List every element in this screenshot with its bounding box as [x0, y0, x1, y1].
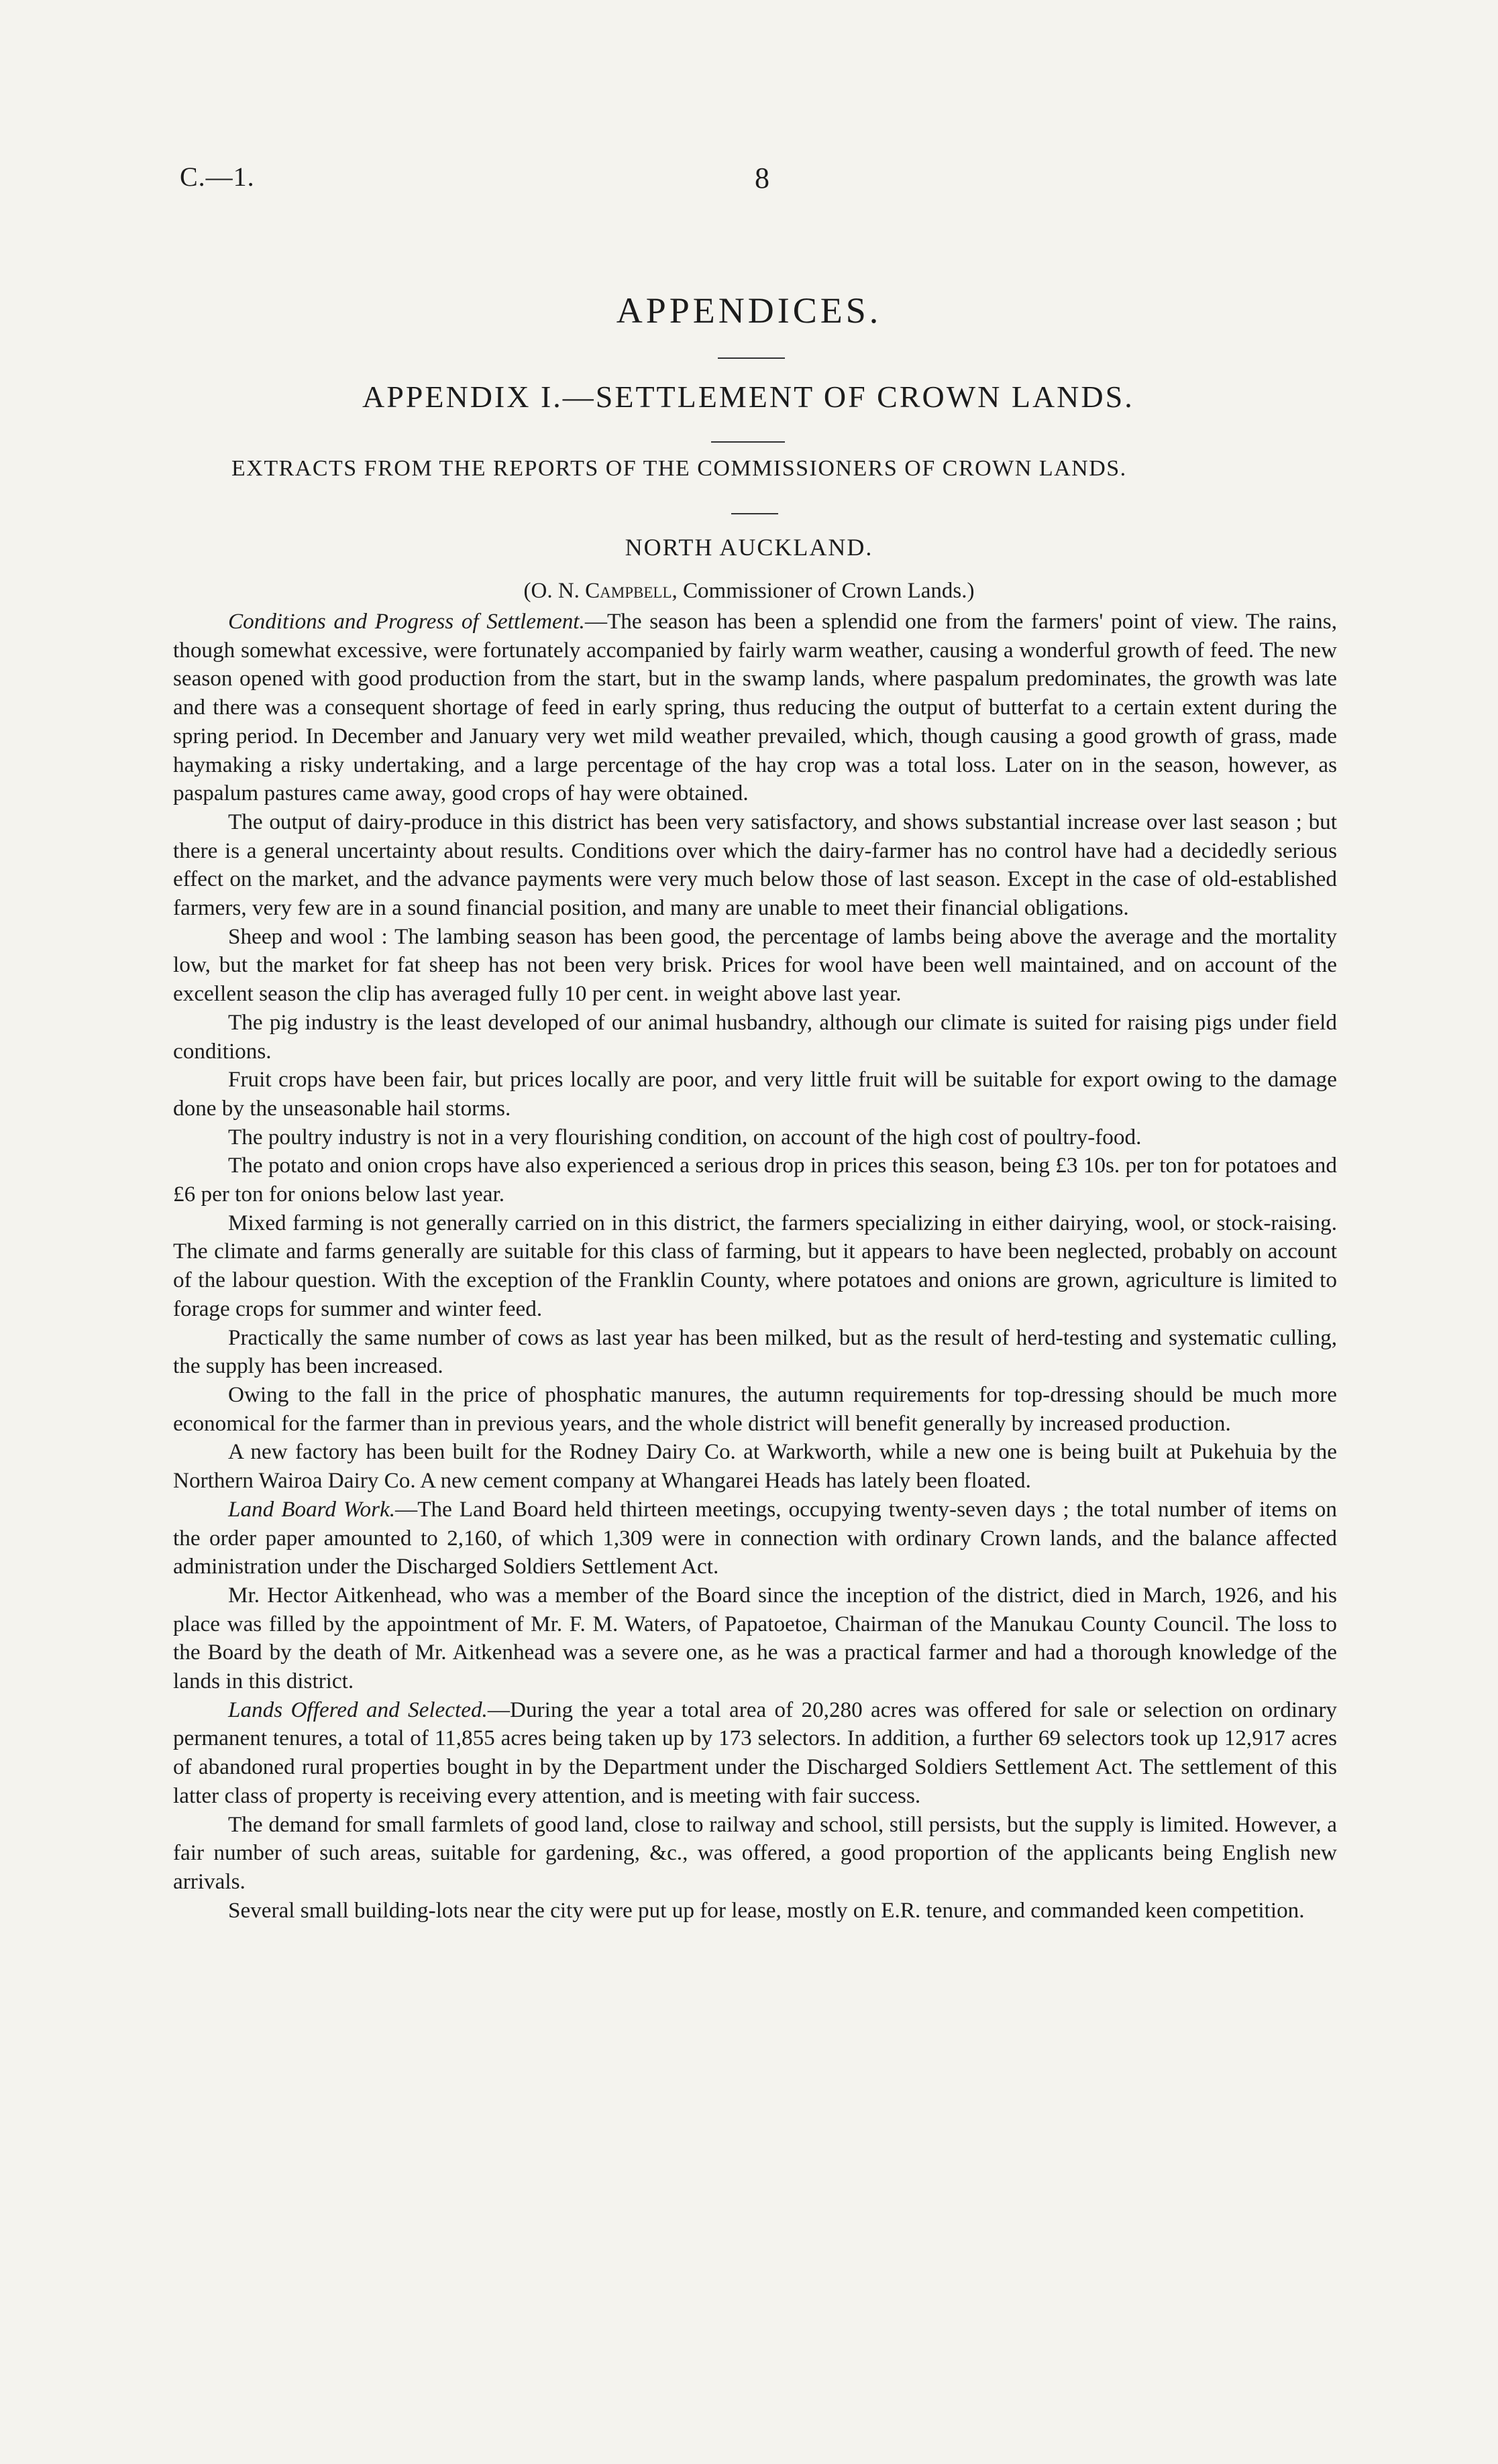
- page-number: 8: [755, 162, 769, 194]
- section-heading: Conditions and Progress of Settlement.: [228, 609, 585, 634]
- paragraph: [173, 923, 1337, 1009]
- paragraph: [173, 808, 1337, 923]
- paragraph-text: The pig industry is the least developed of our animal husbandry, although our climate is suited for raising pigs under field conditions.: [173, 1009, 1337, 1064]
- paragraph-text: Practically the same number of cows as last year has been milked, but as the result of herd-testing and systematic culling, the supply has been increased.: [173, 1325, 1337, 1379]
- paragraph-text: —During the year a total area of 20,280 acres was offered for sale or selection on ordinary permanent tenures, a total of 11,855 acres being taken up by 173 selectors. In addition, a further 69 selectors took up 12,917 acres of abandoned rural properties bought in by the Department under the Discharged Soldiers Settlement Act. The settlement of this latter class of property is receiving every attention, and is meeting with fair success.: [173, 1697, 1337, 1808]
- document-reference: C.—1.: [180, 162, 255, 192]
- paragraph-text: The potato and onion crops have also experienced a serious drop in prices this season, being £3 10s. per ton for potatoes and £6 per ton for onions below last year.: [173, 1153, 1337, 1207]
- paragraph-text: The demand for small farmlets of good land, close to railway and school, still persists, but the supply is limited. However, a fair number of such areas, suitable for gardening, &c., was offered, a good proportion of the applicants being English new arrivals.: [173, 1811, 1337, 1894]
- divider-rule: [731, 513, 778, 514]
- paragraph-text: Several small building-lots near the city were put up for lease, mostly on E.R. tenure, and commanded keen competition.: [228, 1897, 1305, 1923]
- section-heading: Land Board Work.: [228, 1496, 396, 1522]
- extracts-title: EXTRACTS FROM THE REPORTS OF THE COMMISSIONERS OF CROWN LANDS.: [231, 456, 1127, 481]
- commissioner-line: [0, 579, 1498, 604]
- paragraph-text: The poultry industry is not in a very flourishing condition, on account of the high cost of poultry-food.: [228, 1124, 1142, 1150]
- paragraph: [173, 1496, 1337, 1581]
- paragraph: [173, 1324, 1337, 1381]
- paragraph-text: The output of dairy-produce in this district has been very satisfactory, and shows substantial increase over last season ; but there is a general uncertainty about results. Conditions over which the dairy-farmer has no control have had a decidedly serious effect on the market, and the advance payments were very much below those of last season. Except in the case of old-established farmers, very few are in a sound financial position, and many are unable to meet their financial obligations.: [173, 809, 1337, 921]
- commissioner-prefix: (O. N.: [523, 579, 586, 603]
- paragraph-text: —The Land Board held thirteen meetings, occupying twenty-seven days ; the total number of items on the order paper amounted to 2,160, of which 1,309 were in connection with ordinary Crown lands, and the balance affected administration under the Discharged Soldiers Settlement Act.: [173, 1496, 1337, 1579]
- paragraph: [173, 1209, 1337, 1324]
- section-heading: Lands Offered and Selected.: [228, 1697, 488, 1722]
- paragraph: [173, 1581, 1337, 1696]
- report-body: [173, 608, 1337, 1925]
- paragraph: [173, 1438, 1337, 1495]
- paragraph: [173, 1066, 1337, 1123]
- paragraph: [173, 1897, 1337, 1925]
- paragraph: [173, 1811, 1337, 1897]
- paragraph-text: Mixed farming is not generally carried on in this district, the farmers specializing in either dairying, wool, or stock-raising. The climate and farms generally are suitable for this class of farming, but it appears to have been neglected, probably on account of the labour question. With the exception of the Franklin County, where potatoes and onions are grown, agriculture is limited to forage crops for summer and winter feed.: [173, 1210, 1337, 1321]
- commissioner-suffix: , Commissioner of Crown Lands.): [672, 579, 975, 603]
- commissioner-name: Campbell: [585, 579, 672, 603]
- paragraph: [173, 1381, 1337, 1438]
- region-heading: NORTH AUCKLAND.: [625, 534, 873, 561]
- paragraph-text: Sheep and wool : The lambing season has been good, the percentage of lambs being above the average and the mortality low, but the market for fat sheep has not been very brisk. Prices for wool have been well maintained, and on account of the excellent season the clip has averaged fully 10 per cent. in weight above last year.: [173, 923, 1337, 1007]
- paragraph-text: A new factory has been built for the Rodney Dairy Co. at Warkworth, while a new one is being built at Pukehuia by the Northern Wairoa Dairy Co. A new cement company at Whangarei Heads has lately been floated.: [173, 1439, 1337, 1494]
- paragraph: [173, 1152, 1337, 1209]
- appendix-title: APPENDIX I.—SETTLEMENT OF CROWN LANDS.: [362, 380, 1134, 414]
- divider-rule: [711, 441, 785, 443]
- paragraph-text: Mr. Hector Aitkenhead, who was a member of the Board since the inception of the district, died in March, 1926, and his place was filled by the appointment of Mr. F. M. Waters, of Papatoetoe, Chairman of the Manukau County Council. The loss to the Board by the death of Mr. Aitkenhead was a severe one, as he was a practical farmer and had a thorough knowledge of the lands in this district.: [173, 1582, 1337, 1694]
- paragraph-text: Owing to the fall in the price of phosphatic manures, the autumn requirements for top-dressing should be much more economical for the farmer than in previous years, and the whole district will benefit generally by increased production.: [173, 1382, 1337, 1436]
- divider-rule: [718, 357, 785, 359]
- page-title: APPENDICES.: [616, 290, 882, 331]
- paragraph: [173, 608, 1337, 808]
- paragraph: [173, 1123, 1337, 1152]
- paragraph-text: —The season has been a splendid one from the farmers' point of view. The rains, though somewhat excessive, were fortunately accompanied by fairly warm weather, causing a wonderful growth of feed. The new season opened with good production from the start, but in the swamp lands, where paspalum predominates, the growth was late and there was a consequent shortage of feed in early spring, thus reducing the output of butterfat to a certain extent during the spring period. In December and January very wet mild weather prevailed, which, though causing a good growth of grass, made haymaking a risky undertaking, and a large percentage of the hay crop was a total loss. Later on in the season, however, as paspalum pastures came away, good crops of hay were obtained.: [173, 609, 1337, 806]
- paragraph-text: Fruit crops have been fair, but prices locally are poor, and very little fruit will be suitable for export owing to the damage done by the unseasonable hail storms.: [173, 1067, 1337, 1121]
- paragraph: [173, 1696, 1337, 1811]
- paragraph: [173, 1009, 1337, 1066]
